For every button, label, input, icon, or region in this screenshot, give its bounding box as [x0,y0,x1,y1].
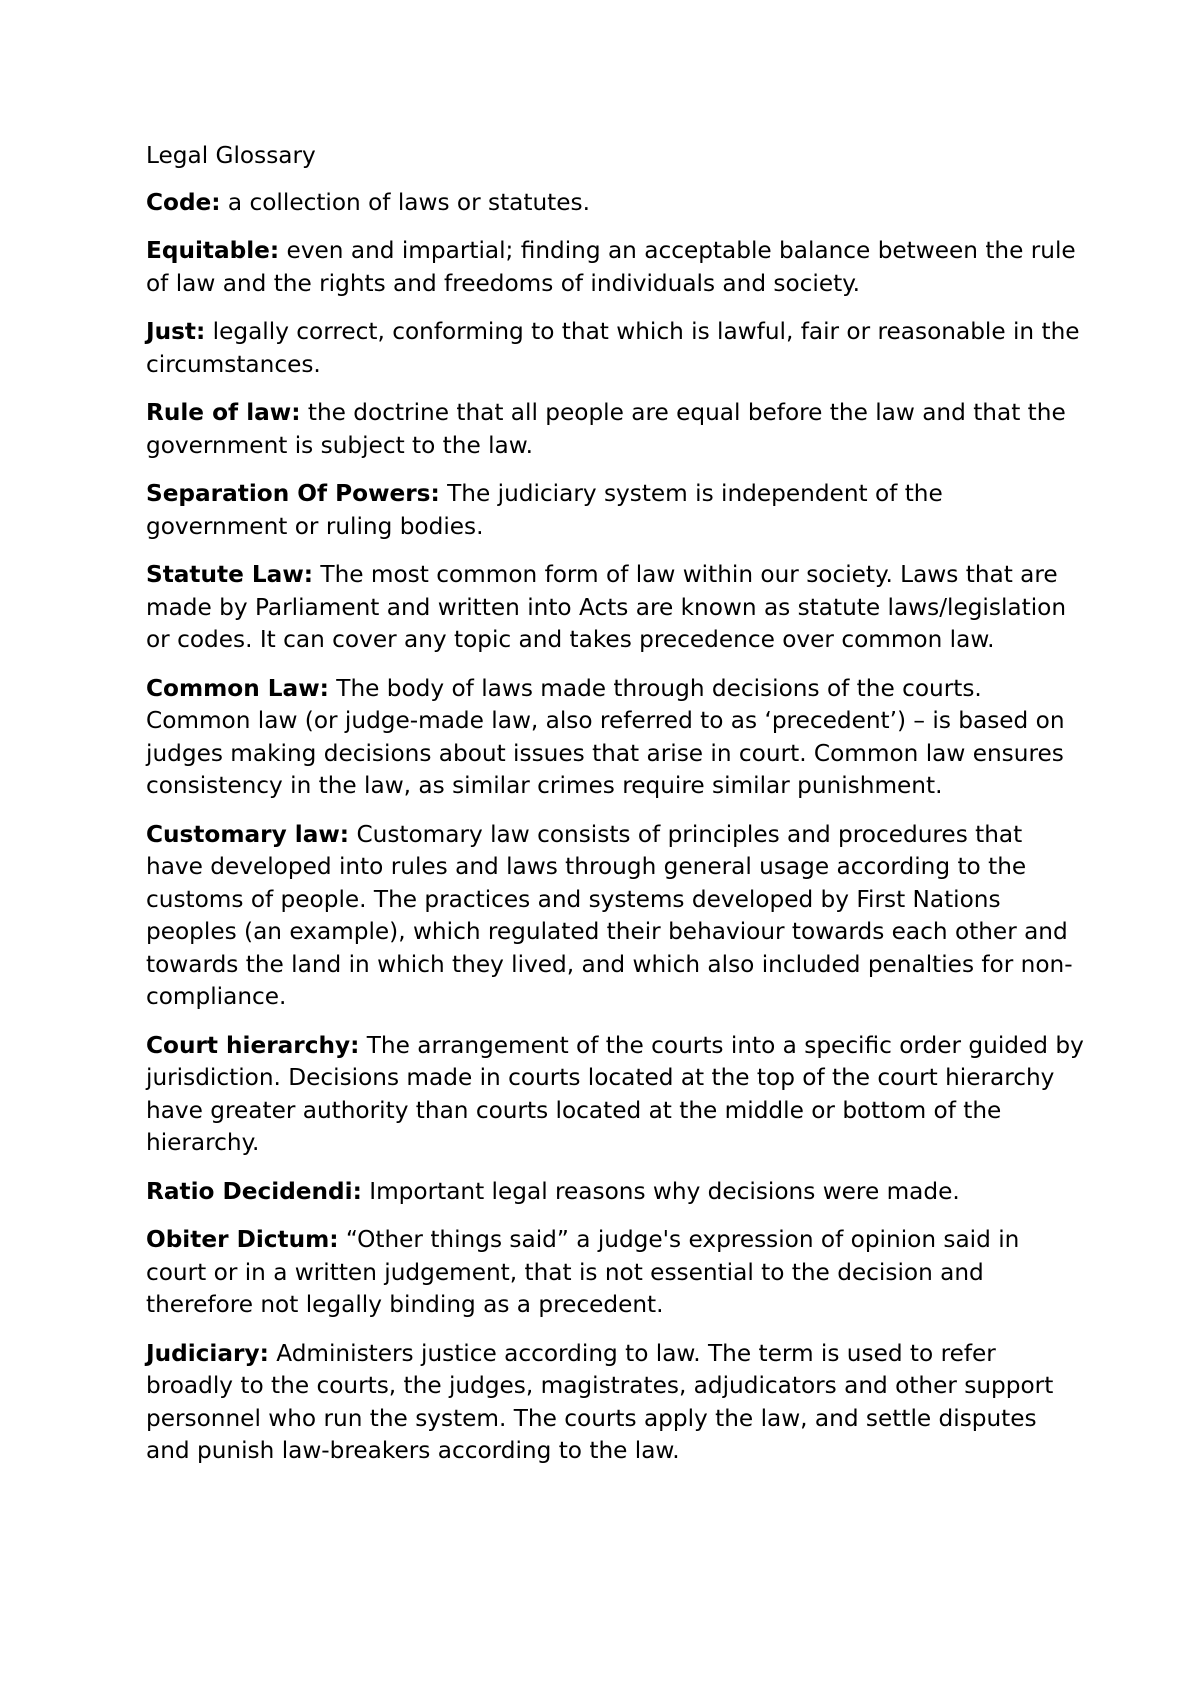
glossary-definition: a collection of laws or statutes. [227,188,590,216]
glossary-definition: Important legal reasons why decisions were made. [369,1177,960,1205]
glossary-definition: The arrangement of the courts into a specific order guided by jurisdiction. Decisions made in courts located at the top of the court hierarchy have greater authority than courts located at the middle or bottom of the hierarchy. [146,1031,1084,1156]
glossary-entry-equitable [146,235,1086,300]
glossary-definition: The most common form of law within our society. Laws that are made by Parliament and written into Acts are known as statute laws/legislation or codes. It can cover any topic and takes precedence over common law. [146,561,1067,653]
glossary-term: Common Law: [146,674,329,702]
glossary-entry-customary-law [146,819,1086,1014]
glossary-definition: legally correct, conforming to that which is lawful, fair or reasonable in the circumstances. [146,318,1080,378]
glossary-definition: Administers justice according to law. The term is used to refer broadly to the courts, the judges, magistrates, adjudicators and other support personnel who run the system. The courts apply the law, and settle disputes and punish law-breakers according to the law. [146,1339,1054,1464]
glossary-entry-judiciary [146,1338,1086,1468]
glossary-entry-just [146,316,1086,381]
glossary-term: Equitable: [146,237,280,264]
document-title: Legal Glossary [146,142,316,169]
glossary-term: Separation Of Powers: [146,480,440,507]
glossary-entry-code [146,187,1086,220]
glossary-term: Obiter Dictum: [146,1226,339,1253]
glossary-definition: “Other things said” a judge's expression of opinion said in court or in a written judgement, that is not essential to the decision and therefore not legally binding as a precedent. [146,1226,1020,1318]
glossary-entry-court-hierarchy [146,1030,1086,1160]
glossary-term: Just: [146,318,206,345]
glossary-term: Customary law: [146,820,350,848]
glossary-entry-ratio-decidendi [146,1176,1086,1209]
glossary-definition: The judiciary system is independent of the government or ruling bodies. [146,480,943,540]
glossary-definition: the doctrine that all people are equal before the law and that the government is subject to the law. [146,399,1066,459]
glossary-term: Judiciary: [146,1339,269,1367]
glossary-definition: The body of laws made through decisions of the courts. Common law (or judge-made law, also referred to as ‘precedent’) – is based on judges making decisions about issues that arise in court. Common law ensures consistency in the law, as similar crimes require similar punishment. [146,674,1065,799]
glossary-term: Statute Law: [146,561,314,588]
glossary-definition: even and impartial; finding an acceptable balance between the rule of law and the rights and freedoms of individuals and society. [146,237,1076,297]
glossary-term: Ratio Decidendi: [146,1177,362,1205]
glossary-entry-separation-of-powers [146,478,1086,543]
glossary-entry-obiter-dictum [146,1224,1086,1322]
glossary-term: Rule of law: [146,399,301,426]
glossary-entry-rule-of-law [146,397,1086,462]
glossary-term: Court hierarchy: [146,1031,360,1059]
glossary-term: Code: [146,188,221,216]
glossary-entry-statute-law [146,559,1086,657]
glossary-definition: Customary law consists of principles and procedures that have developed into rules and laws through general usage according to the customs of people. The practices and systems developed by First Nations peoples (an example), which regulated their behaviour towards each other and towards the land in which they lived, and which also included penalties for non-compliance. [146,820,1073,1010]
document-page [146,140,1086,1484]
glossary-entry-common-law [146,673,1086,803]
